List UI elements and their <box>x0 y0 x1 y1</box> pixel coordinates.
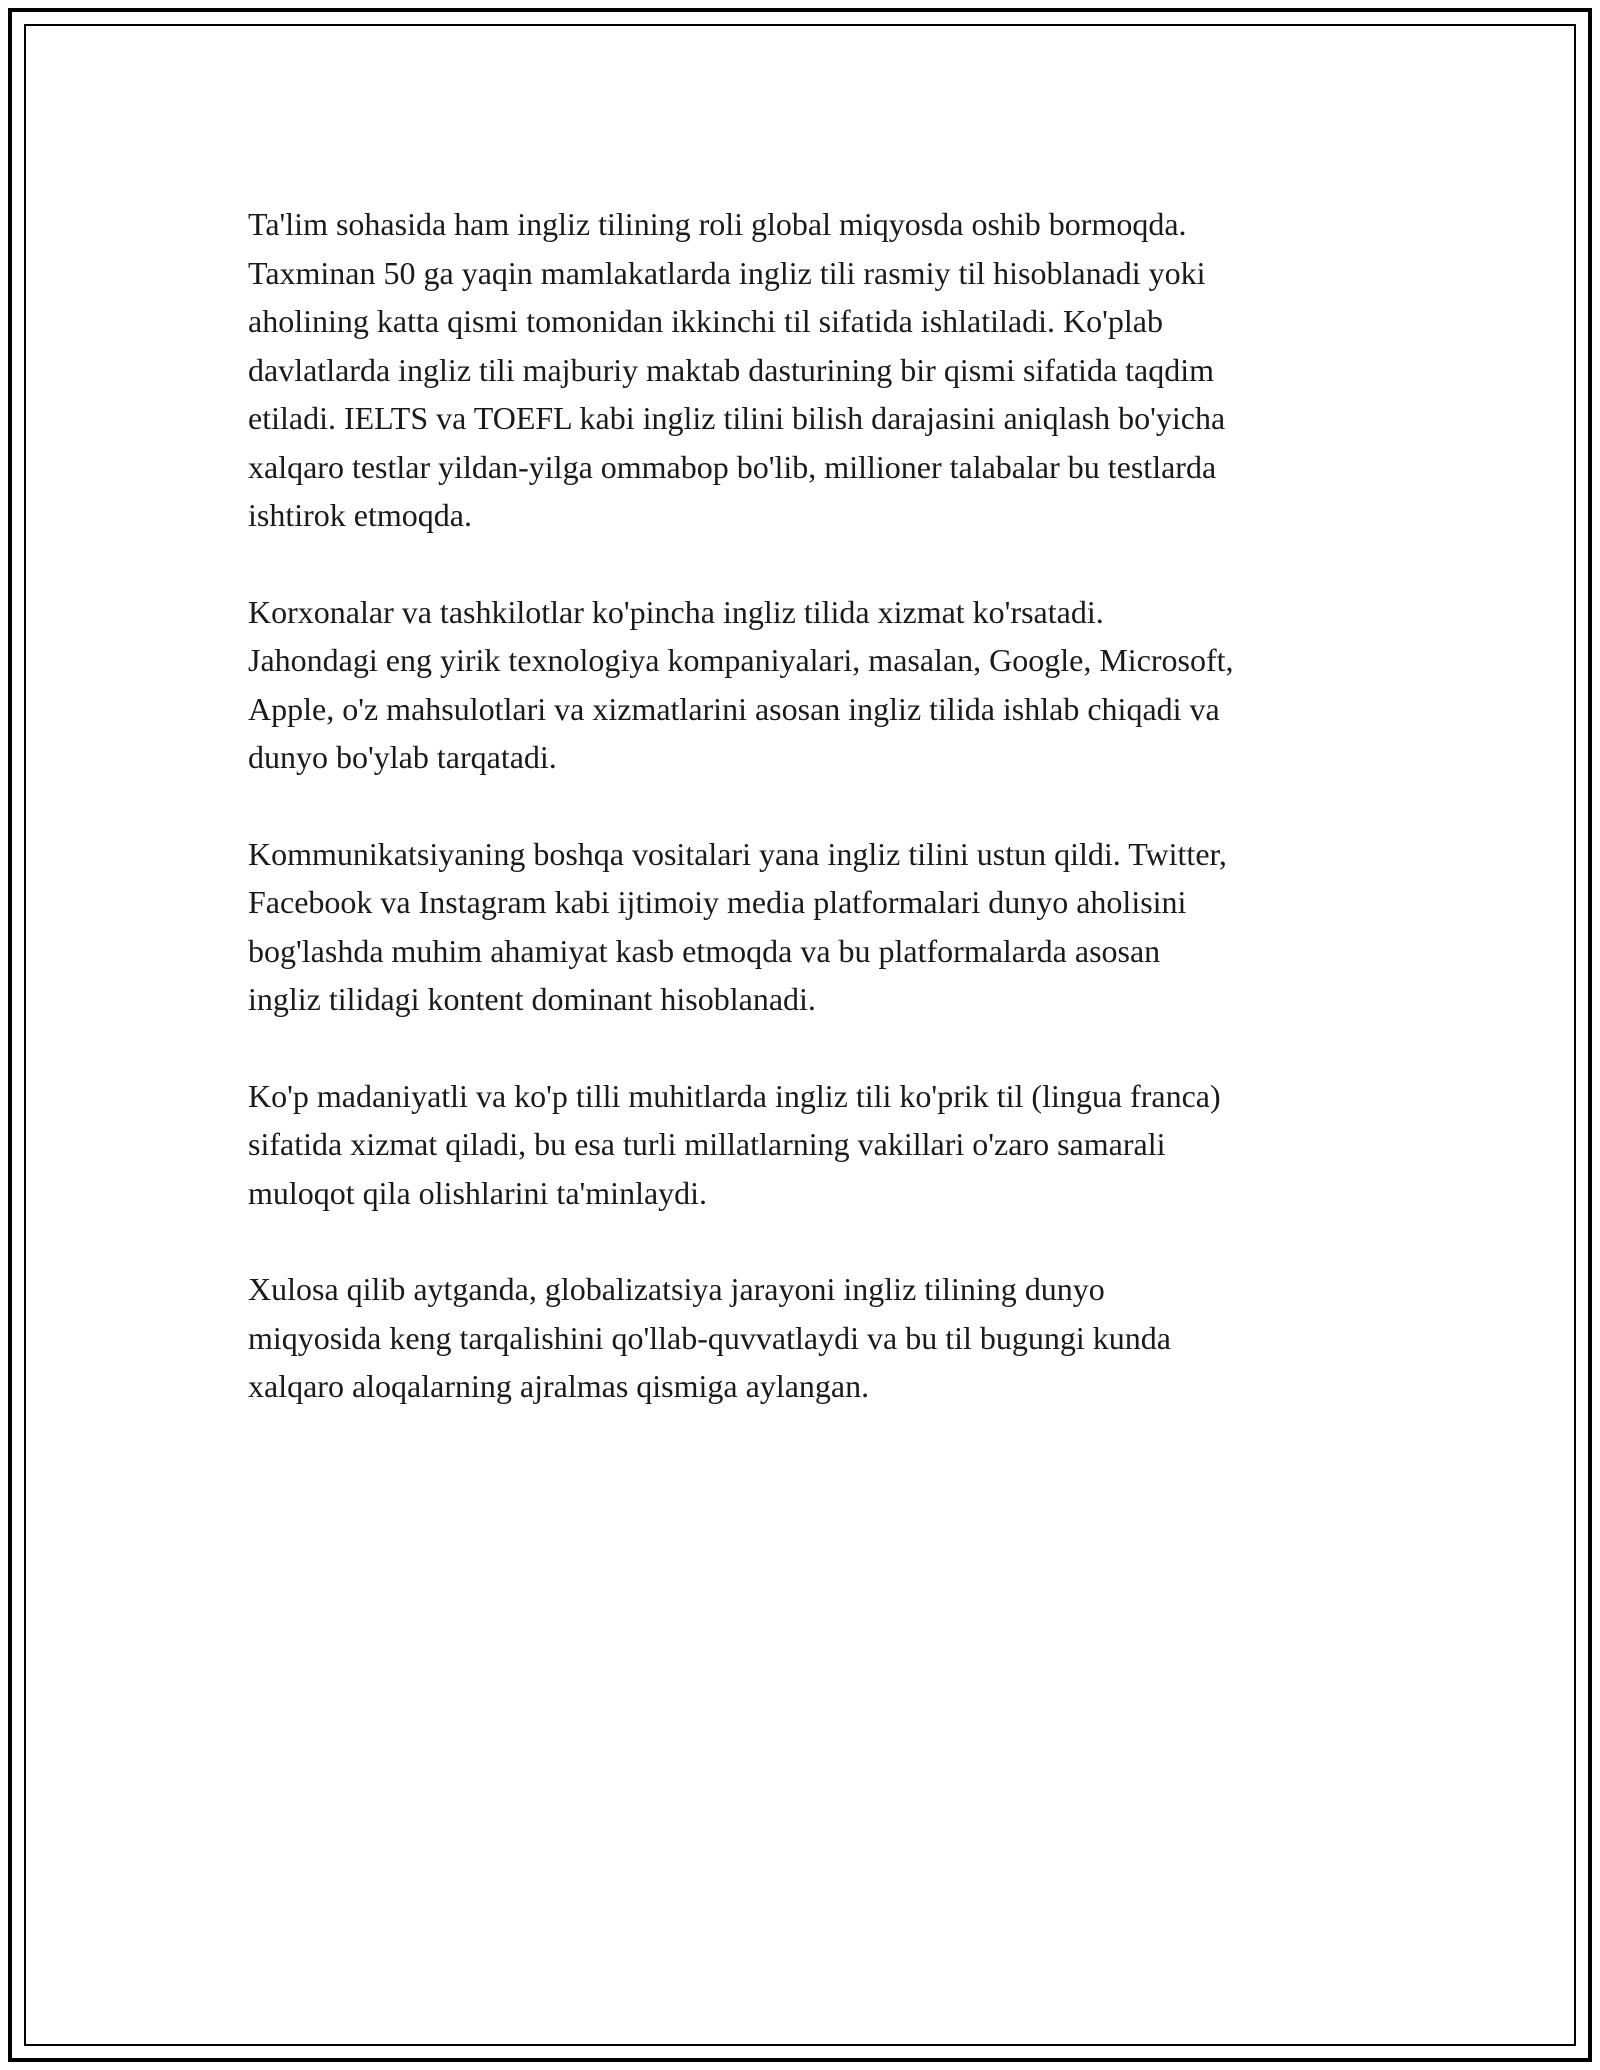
paragraph-communication <box>248 830 1388 1024</box>
page-border <box>8 8 1592 2062</box>
paragraph-line: miqyosida keng tarqalishini qo'llab-quvvatlaydi va bu til bugungi kunda <box>248 1319 1171 1356</box>
paragraph-line: bog'lashda muhim ahamiyat kasb etmoqda va bu platformalarda asosan <box>248 932 1161 969</box>
paragraph-line: ingliz tilidagi kontent dominant hisoblanadi. <box>248 981 816 1017</box>
paragraph-line: davlatlarda ingliz tili majburiy maktab dasturining bir qismi sifatida taqdim <box>248 351 1215 388</box>
paragraph-line: muloqot qila olishlarini ta'minlaydi. <box>248 1174 708 1211</box>
paragraph-line: Apple, o'z mahsulotlari va xizmatlarini asosan ingliz tilida ishlab chiqadi va <box>248 690 1220 727</box>
paragraph-business <box>248 588 1388 782</box>
paragraph-line: Korxonalar va tashkilotlar ko'pincha ingliz tilida xizmat ko'rsatadi. <box>248 593 1104 630</box>
paragraph-lingua-franca <box>248 1072 1388 1218</box>
paragraph-education <box>248 200 1388 540</box>
paragraph-line: Ta'lim sohasida ham ingliz tilining roli global miqyosda oshib bormoqda. <box>248 206 1187 242</box>
paragraph-conclusion <box>248 1265 1388 1411</box>
paragraph-line: xalqaro testlar yildan-yilga ommabop bo'lib, millioner talabalar bu testlarda <box>248 448 1217 485</box>
paragraph-line: Jahondagi eng yirik texnologiya kompaniyalari, masalan, Google, Microsoft, <box>248 642 1234 678</box>
paragraph-line: xalqaro aloqalarning ajralmas qismiga aylangan. <box>248 1368 870 1404</box>
paragraph-line: dunyo bo'ylab tarqatadi. <box>248 739 557 775</box>
paragraph-line: Taxminan 50 ga yaqin mamlakatlarda ingliz tili rasmiy til hisoblanadi yoki <box>248 254 1206 291</box>
paragraph-line: Xulosa qilib aytganda, globalizatsiya jarayoni ingliz tilining dunyo <box>248 1271 1105 1307</box>
paragraph-line: ishtirok etmoqda. <box>248 497 472 533</box>
paragraph-line: etiladi. IELTS va TOEFL kabi ingliz tilini bilish darajasini aniqlash bo'yicha <box>248 400 1226 436</box>
paragraph-line: sifatida xizmat qiladi, bu esa turli millatlarning vakillari o'zaro samarali <box>248 1126 1166 1162</box>
paragraph-line: aholining katta qismi tomonidan ikkinchi til sifatida ishlatiladi. Ko'plab <box>248 303 1163 339</box>
paragraph-line: Facebook va Instagram kabi ijtimoiy media platformalari dunyo aholisini <box>248 884 1187 920</box>
document-body <box>248 200 1388 1459</box>
paragraph-line: Kommunikatsiyaning boshqa vositalari yana ingliz tilini ustun qildi. Twitter, <box>248 835 1227 872</box>
paragraph-line: Ko'p madaniyatli va ko'p tilli muhitlarda ingliz tili ko'prik til (lingua franca) <box>248 1077 1221 1114</box>
